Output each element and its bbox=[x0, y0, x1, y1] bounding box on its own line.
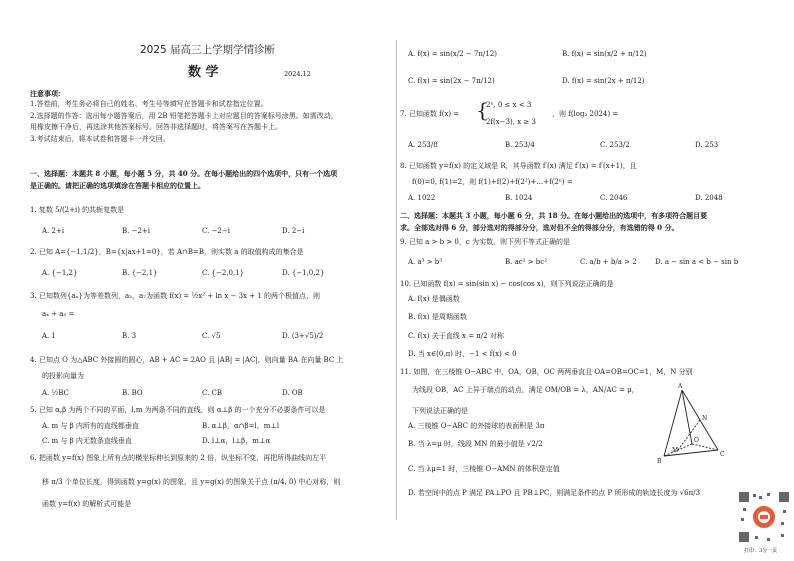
q5-option-a: A. m 与 β 内所有的直线都垂直 bbox=[42, 422, 139, 430]
q6-option-d: D. f(x) = sin(2x + π/12) bbox=[562, 77, 645, 85]
note-3: 3.考试结束后，将本试卷和答题卡一并交回。 bbox=[30, 135, 170, 143]
q7-option-c: C. 253/2 bbox=[600, 141, 630, 149]
q1-option-a: A. 2+i bbox=[42, 227, 65, 235]
q4-option-d: D. OB bbox=[282, 389, 303, 397]
q1-stem: 1. 复数 5/(2+i) 的共轭复数是 bbox=[30, 206, 125, 214]
label-o: O bbox=[694, 437, 699, 444]
q5-stem: 5. 已知 α,β 为两个不同的平面，l,m 为两条不同的直线，则 α⊥β 的一个充分不必要条件可以是 bbox=[30, 406, 326, 414]
q11-option-c: C. 当 λμ=1 时，三棱锥 O−AMN 的体积是定值 bbox=[408, 465, 560, 473]
q7-stem: 7. 已知函数 f(x) = bbox=[400, 110, 460, 118]
q10-stem: 10. 已知函数 f(x) = sin(sin x) − cos(cos x)，则下列说法正确的是 bbox=[400, 280, 614, 288]
section1-line1: 一、选择题：本题共 8 小题，每小题 5 分，共 40 分。在每小题给出的四个选项中，只有一个选项 bbox=[30, 169, 338, 178]
q3-stem-2: a₄ + a₅ = bbox=[42, 310, 75, 318]
q7-brace: { bbox=[476, 98, 489, 122]
note-1: 1.答卷前，考生务必将自己的姓名、考生号等填写在答题卡和试卷指定位置。 bbox=[30, 100, 268, 108]
q2-option-b: B. {−2,1} bbox=[122, 269, 158, 277]
q6-stem-2: 移 π/3 个单位长度，得到函数 y=g(x) 的图象，且 y=g(x) 的图象关于点 (π/4, 0) 中心对称，则 bbox=[42, 478, 341, 486]
q8-stem: 8. 已知函数 y=f(x) 的定义域是 R，其导函数 f′(x) 满足 f′(x) = f′(x+1)，且 bbox=[400, 162, 637, 170]
q7-option-d: D. 253 bbox=[695, 141, 719, 149]
q9-option-a: A. a³ > b³ bbox=[408, 258, 443, 266]
exam-title: 2025 届高三上学期学情诊断 bbox=[140, 44, 276, 56]
label-n: N bbox=[702, 415, 708, 422]
q10-option-b: B. f(x) 是周期函数 bbox=[408, 313, 467, 321]
q2-option-c: C. {−2,0,1} bbox=[202, 269, 245, 277]
subject-title: 数 学 bbox=[188, 65, 219, 80]
q3-option-c: C. √5 bbox=[202, 332, 221, 340]
q7-tail: ，则 f(log₂ 2024) = bbox=[552, 110, 619, 118]
q2-option-d: D. {−1,0,2} bbox=[282, 269, 325, 277]
q8-option-a: A. 1022 bbox=[408, 194, 436, 202]
q7-case-2: 2f(x−3), x ≥ 3 bbox=[486, 118, 536, 126]
q3-option-b: B. 3 bbox=[122, 332, 137, 340]
edge-oc bbox=[692, 444, 718, 450]
q4-stem-2: 的投影向量为 bbox=[42, 372, 84, 380]
q6-stem: 6. 把函数 y=f(x) 图象上所有点的横坐标伸长到原来的 2 倍，纵坐标不变，再把所得曲线向左平 bbox=[30, 454, 327, 462]
column-divider bbox=[396, 40, 397, 520]
print-info: 打印：3分一页 bbox=[744, 548, 778, 554]
exam-date: 2024.12 bbox=[284, 70, 311, 78]
q3-stem: 3. 已知数列{aₙ}为等差数列，a₂，a₇为函数 f(x) = ½x² + ln x − 3x + 1 的两个极值点，则 bbox=[30, 292, 320, 300]
note-2-cont: 用橡皮擦干净后，再选涂其他答案标号。回答非选择题时，将答案写在答题卡上。 bbox=[30, 123, 282, 131]
q4-option-a: A. ½BC bbox=[42, 389, 69, 397]
q4-option-c: C. CB bbox=[202, 389, 223, 397]
q9-option-d: D. a − sin a < b − sin b bbox=[655, 258, 739, 266]
label-c: C bbox=[720, 451, 725, 458]
q11-option-a: A. 三棱锥 O−ABC 的外接球的表面积是 3π bbox=[408, 422, 545, 430]
q5-option-d: D. l⊥α，l⊥β，m⊥α bbox=[202, 437, 271, 445]
q1-option-d: D. 2−i bbox=[282, 227, 305, 235]
section2-line2: 求。全部选对得 6 分，部分选对的得部分分，选对但不全的得部分分，有选错的得 0 分。 bbox=[400, 223, 679, 232]
q4-option-b: B. BO bbox=[122, 389, 143, 397]
q6-stem-3: 函数 y=f(x) 的解析式可能是 bbox=[42, 500, 132, 508]
q11-stem-3: 下列说法正确的是 bbox=[412, 407, 468, 415]
q1-option-c: C. −2−i bbox=[202, 227, 230, 235]
q8-option-b: B. 1024 bbox=[505, 194, 533, 202]
q10-option-c: C. f(x) 关于直线 x = π/2 对称 bbox=[408, 332, 504, 340]
q7-case-1: 2ˣ, 0 ≤ x < 3 bbox=[486, 101, 532, 109]
tetrahedron-figure bbox=[652, 378, 728, 468]
q6-option-c: C. f(x) = sin(2x − 7π/12) bbox=[408, 77, 495, 85]
label-m: M bbox=[672, 447, 679, 454]
label-a: A bbox=[678, 383, 683, 390]
q3-option-d: D. (3+√5)/2 bbox=[282, 332, 324, 340]
q6-option-a: A. f(x) = sin(x/2 − 7π/12) bbox=[408, 50, 498, 58]
section2-line1: 二、选择题：本题共 3 小题，每小题 6 分，共 18 分。在每小题给出的选项中，有多项符合题目要 bbox=[400, 211, 708, 220]
q6-option-b: B. f(x) = sin(x/2 + π/12) bbox=[562, 50, 647, 58]
label-b: B bbox=[657, 458, 662, 465]
q8-option-d: D. 2048 bbox=[695, 194, 723, 202]
q4-stem: 4. 已知点 O 为△ABC 外接圆的圆心，AB + AC = 2AO 且 |AB| = |AC|，则向量 BA 在向量 BC 上 bbox=[30, 356, 344, 364]
q8-option-c: C. 2046 bbox=[600, 194, 628, 202]
section1-line2: 是正确的。请把正确的选项填涂在答题卡相应的位置上。 bbox=[30, 181, 205, 190]
q2-option-a: A. {−1,2} bbox=[42, 269, 78, 277]
q10-option-d: D. 当 x∈(0,π) 时，−1 < f(x) < 0 bbox=[408, 350, 517, 358]
note-2: 2.选择题的作答：选出每小题答案后，用 2B 铅笔把答题卡上对应题目的答案标号涂黑。如需改动， bbox=[30, 112, 338, 120]
q1-option-b: B. −2+i bbox=[122, 227, 151, 235]
q10-option-a: A. f(x) 是偶函数 bbox=[408, 295, 460, 303]
q11-option-d: D. 若空间中的点 P 满足 PA⊥PO 且 PB⊥PC，则满足条件的点 P 所形成的轨迹长度为 √6π/3 bbox=[408, 489, 701, 497]
q11-option-b: B. 当 λ=μ 时，线段 MN 的最小值是 √2/2 bbox=[408, 440, 543, 448]
q11-stem: 11. 如图，在三棱锥 O−ABC 中，OA，OB，OC 两两垂直且 OA=OB=OC=1，M，N 分别 bbox=[400, 368, 693, 376]
q2-stem: 2. 已知 A={−1,1/2}，B={x|ax+1=0}，若 A∩B=B，则实数 a 的取值构成的集合是 bbox=[30, 248, 304, 256]
q7-option-a: A. 253/8 bbox=[408, 141, 438, 149]
q11-stem-2: 为线段 OB，AC 上异于端点的动点，满足 OM/OB = λ，AN/AC = μ， bbox=[412, 386, 639, 394]
q9-option-c: C. a/b + b/a > 2 bbox=[580, 258, 637, 266]
q5-option-b: B. α⊥β，α∩β=l，m⊥l bbox=[202, 422, 280, 430]
q3-option-a: A. 1 bbox=[42, 332, 56, 340]
q5-option-c: C. m 与 β 内无数条直线垂直 bbox=[42, 437, 132, 445]
q7-option-b: B. 253/4 bbox=[505, 141, 535, 149]
q8-stem-2: f(0)=0, f(1)=2，则 f(1)+f(2)+f(2²)+…+f(2ⁿ) = bbox=[412, 178, 573, 186]
qr-code-logo bbox=[737, 490, 791, 544]
notes-heading: 注意事项: bbox=[30, 89, 61, 98]
q9-option-b: B. ac² > bc² bbox=[505, 258, 548, 266]
q9-stem: 9. 已知 a > b > 0，c 为实数，则下列不等式正确的是 bbox=[400, 238, 571, 246]
